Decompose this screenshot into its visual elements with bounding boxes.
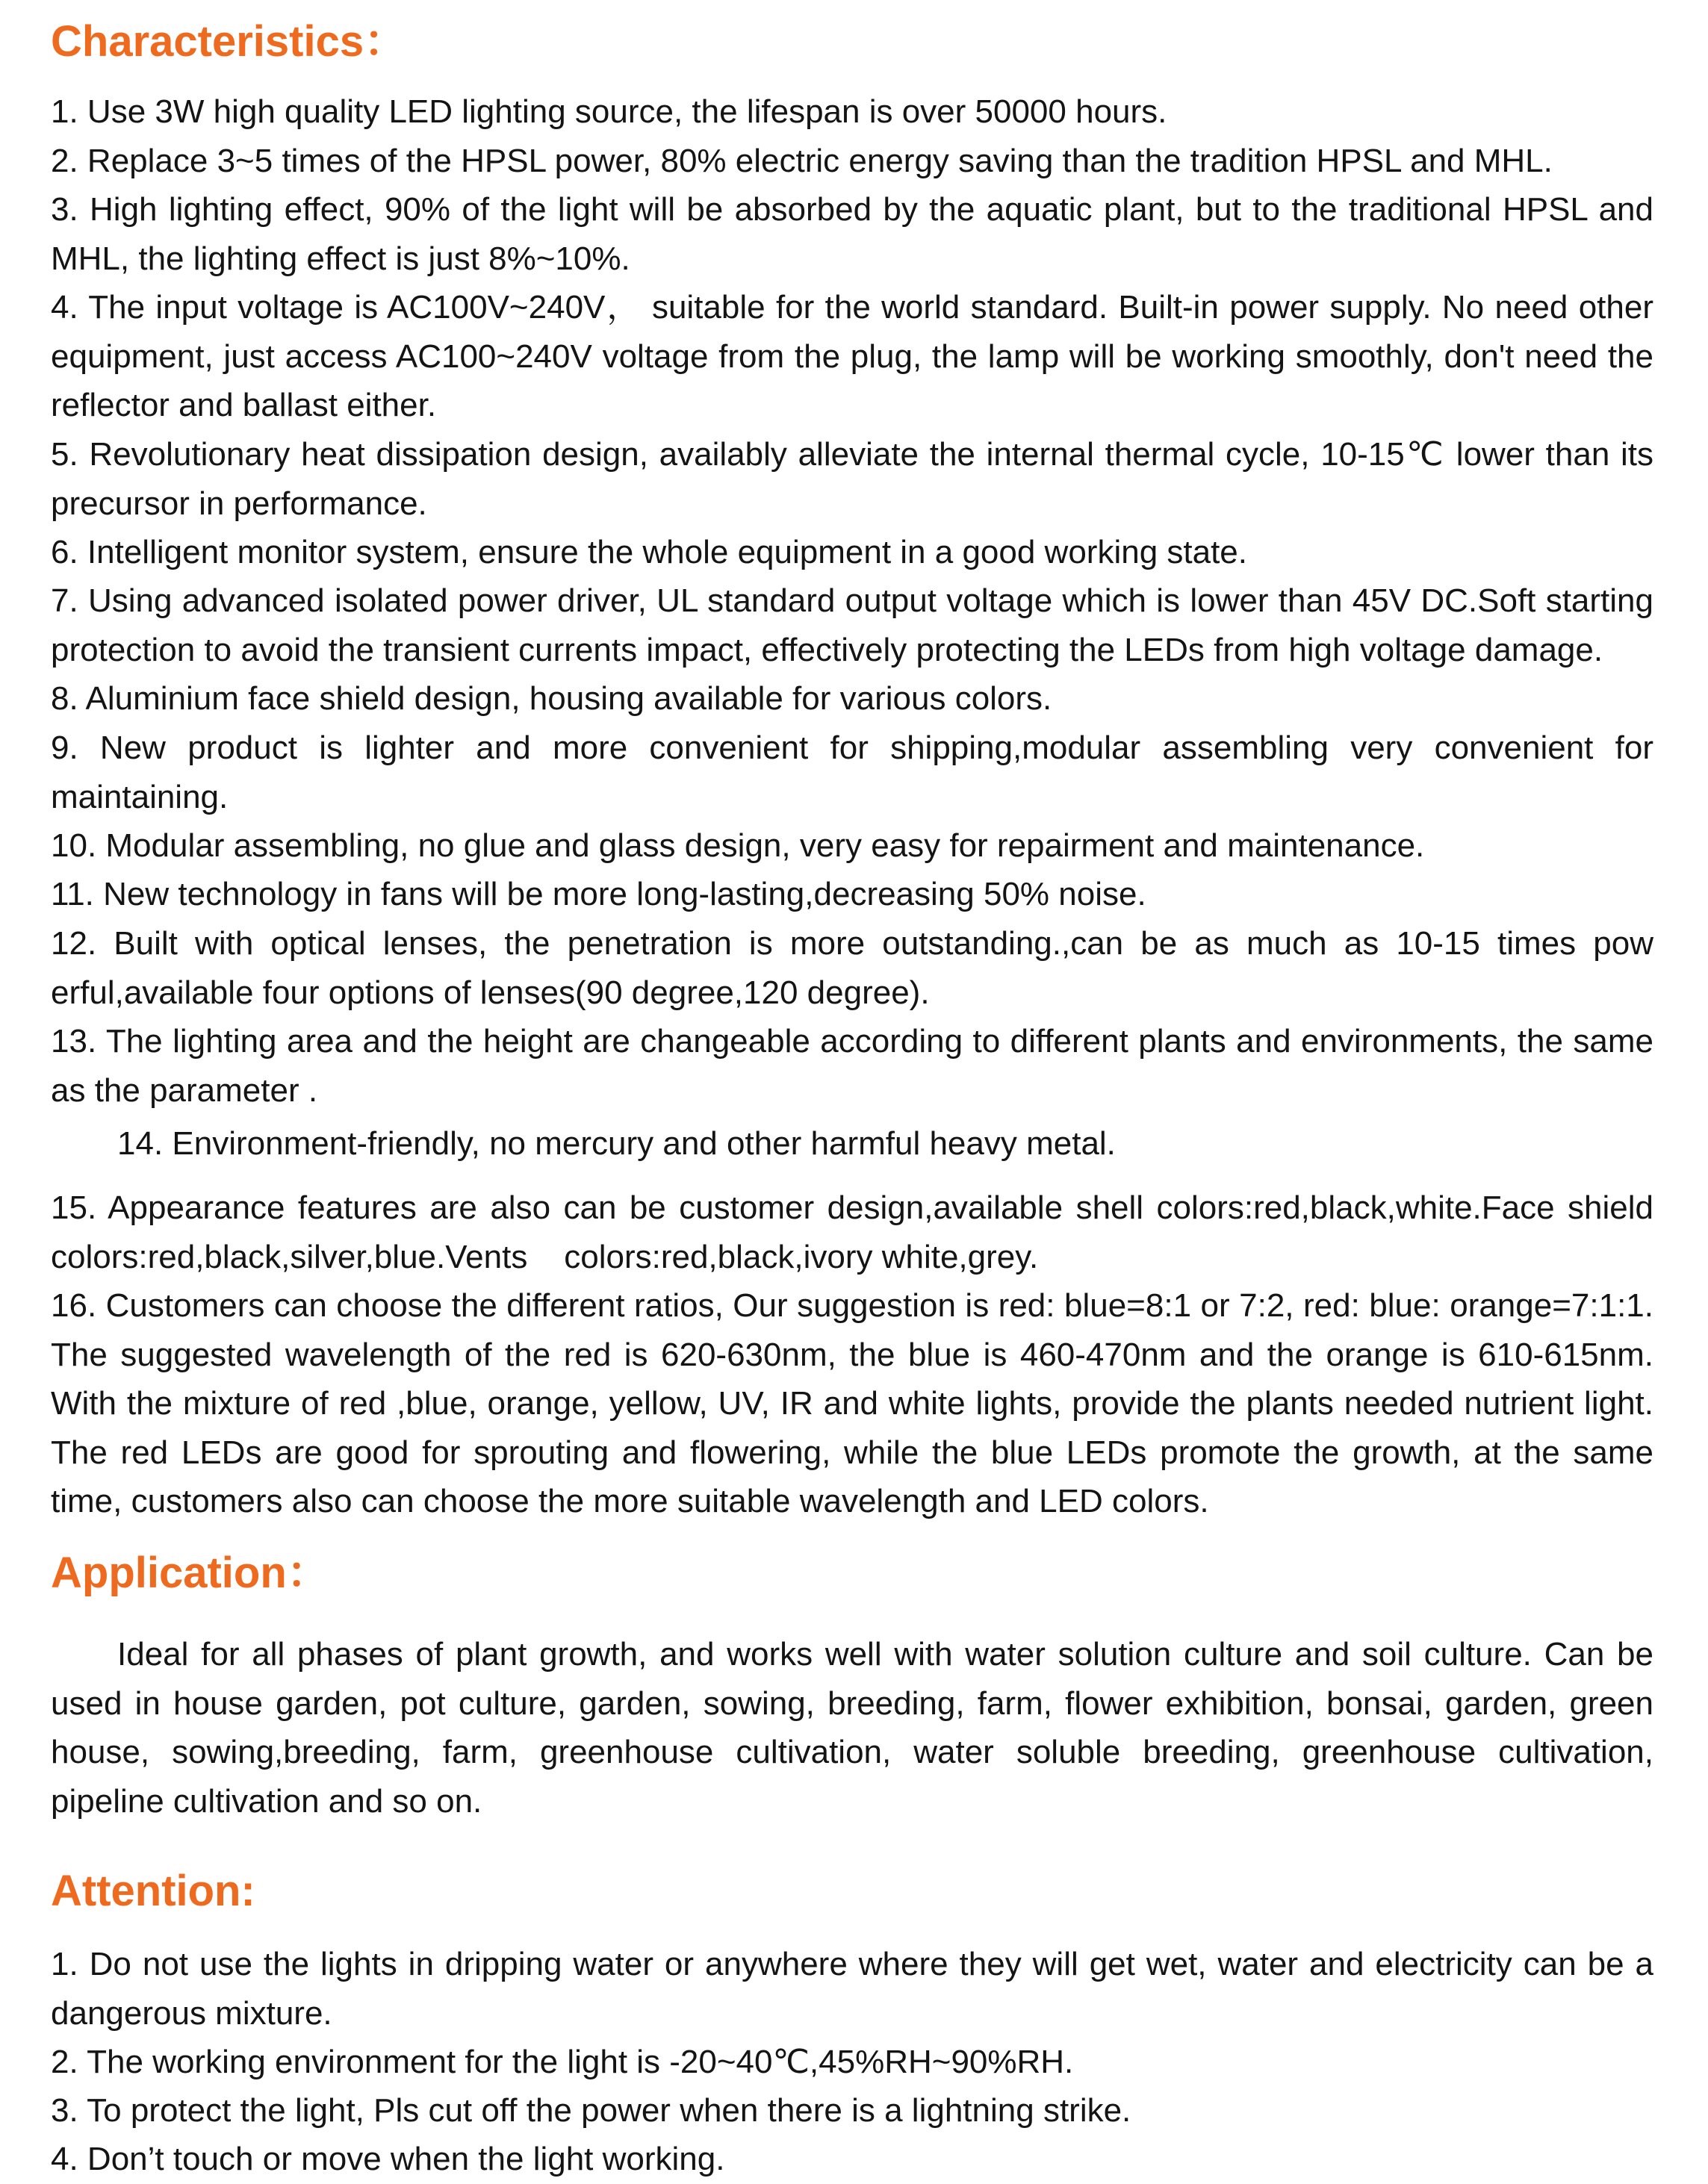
characteristic-item-16: 16. Customers can choose the different ratios, Our suggestion is red: blue=8:1 or 7:2, red: blue: orange=7:1:1. The suggested wavelength of the red is 620-630nm, the blue is 460-470nm and the orange is 610-615nm. With the mixture of red ,blue, orange, yellow, UV, IR and white lights, provide the plants needed nutrient light. The red LEDs are good for sprouting and flowering, while the blue LEDs promote the growth, at the same time, customers also can choose the more suitable wavelength and LED colors. (51, 1287, 1653, 1519)
characteristics-heading: Characteristics： (51, 17, 408, 66)
characteristic-item-5: 5. Revolutionary heat dissipation design, availably alleviate the internal thermal cycle, 10-15℃ lower than its precursor in performance. (51, 436, 1653, 522)
characteristic-item-14: 14. Environment-friendly, no mercury and other harmful heavy metal. (117, 1125, 1116, 1162)
characteristic-item-1: 1. Use 3W high quality LED lighting source, the lifespan is over 50000 hours. (51, 93, 1167, 130)
characteristic-item-8: 8. Aluminium face shield design, housing available for various colors. (51, 680, 1052, 717)
application-heading: Application： (51, 1549, 330, 1597)
characteristic-item-2: 2. Replace 3~5 times of the HPSL power, 80% electric energy saving than the tradition HPSL and MHL. (51, 143, 1553, 179)
characteristic-item-6: 6. Intelligent monitor system, ensure the whole equipment in a good working state. (51, 534, 1248, 570)
characteristic-item-13: 13. The lighting area and the height are changeable according to different plants and environments, the same as the parameter . (51, 1023, 1653, 1109)
attention-item-2: 2. The working environment for the light is -20~40℃,45%RH~90%RH. (51, 2044, 1074, 2080)
characteristic-item-11: 11. New technology in fans will be more long-lasting,decreasing 50% noise. (51, 876, 1146, 912)
characteristic-item-15: 15. Appearance features are also can be customer design,available shell colors:red,black,white.Face shield colors:red,black,silver,blue.Vents colors:red,black,ivory white,grey. (51, 1189, 1653, 1275)
characteristic-item-3: 3. High lighting effect, 90% of the light will be absorbed by the aquatic plant, but to the traditional HPSL and MHL, the lighting effect is just 8%~10%. (51, 191, 1653, 277)
characteristic-item-9: 9. New product is lighter and more convenient for shipping,modular assembling very convenient for maintaining. (51, 729, 1653, 815)
characteristic-item-12: 12. Built with optical lenses, the penetration is more outstanding.,can be as much as 10-15 times pow erful,available four options of lenses(90 degree,120 degree). (51, 925, 1653, 1011)
characteristic-item-7: 7. Using advanced isolated power driver, UL standard output voltage which is lower than 45V DC.Soft starting protection to avoid the transient currents impact, effectively protecting the LEDs from high voltage damage. (51, 582, 1653, 668)
attention-item-4: 4. Don’t touch or move when the light working. (51, 2141, 725, 2177)
attention-item-1: 1. Do not use the lights in dripping water or anywhere where they will get wet, water and electricity can be a dangerous mixture. (51, 1946, 1653, 2032)
characteristic-item-10: 10. Modular assembling, no glue and glass design, very easy for repairment and maintenance. (51, 827, 1425, 864)
application-body: Ideal for all phases of plant growth, and works well with water solution culture and soil culture. Can be used in house garden, pot culture, garden, sowing, breeding, farm, flower exhibition, bonsai, garden, green house, sowing,breeding, farm, greenhouse cultivation, water soluble breeding, greenhouse cultivation, pipeline cultivation and so on. (51, 1636, 1653, 1820)
attention-item-3: 3. To protect the light, Pls cut off the power when there is a lightning strike. (51, 2092, 1131, 2129)
characteristic-item-4: 4. The input voltage is AC100V~240V， suitable for the world standard. Built-in power supply. No need other equipment, just access AC100~240V voltage from the plug, the lamp will be working smoothly, don't need the reflector and ballast either. (51, 289, 1653, 423)
attention-heading: Attention: (51, 1867, 255, 1915)
